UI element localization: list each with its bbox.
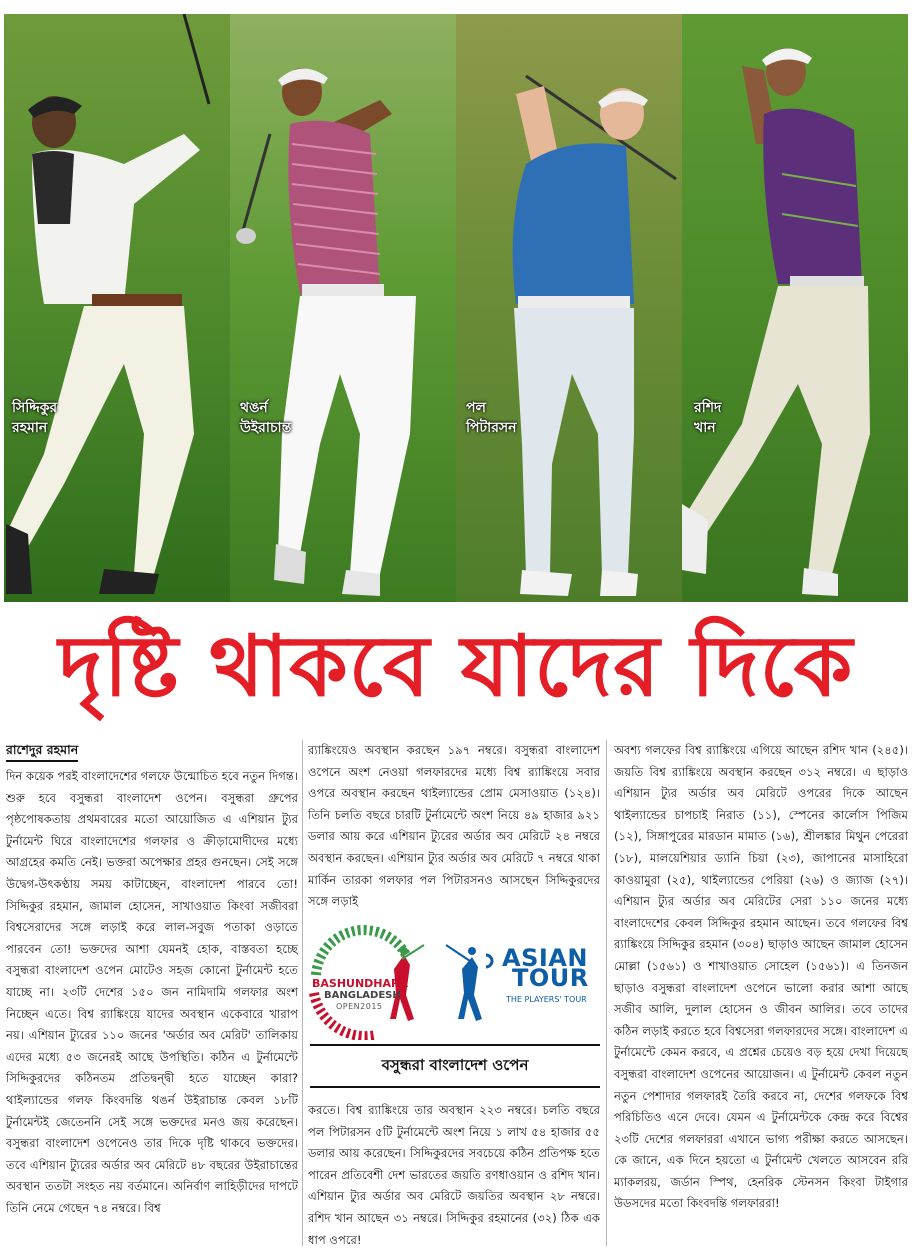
article-column-2-bottom [308,1100,600,1246]
logo-asian-tour-line2: TOUR [512,964,589,992]
photo-caption-1: সিদ্দিকুর রহমান [12,400,58,436]
sponsor-logos [306,915,602,1040]
logo-asian-tour-tagline: THE PLAYERS' TOUR [506,995,587,1004]
photo-caption-4: রশিদ খান [694,400,722,436]
column-1-text: দিন কয়েক পরই বাংলাদেশের গলফে উন্মোচিত হবে নতুন দিগন্ত। শুরু হবে বসুন্ধরা বাংলাদেশ ওপেন। বসুন্ধরা গ্রুপের পৃষ্ঠপোষকতায় প্রথমবারের মতো আয়োজিত এ এশিয়ান ট্যুর টুর্নামেন্ট ঘিরে বাংলাদেশের গলফার ও ক্রীড়ামোদীদের মধ্যে আগ্রহের কমতি নেই। ভক্তরা অপেক্ষার প্রহর গুনছেন। সেই সঙ্গে উদ্বেগ-উৎকণ্ঠায় সময় কাটাচ্ছেন, বাংলাদেশ পারবে তো! সিদ্দিকুর রহমান, জামাল হোসেন, সাখাওয়াত কিংবা সজীবরা বিশ্বসেরাদের সঙ্গে লড়াই করে লাল-সবুজ পতাকা ওড়াতে পারবেন তো! ভক্তদের আশা যেমনই হোক, বাস্তবতা হচ্ছে বসুন্ধরা বাংলাদেশ ওপেন মোটেও সহজ কোনো টুর্নামেন্ট হতে যাচ্ছে না। ২৩টি দেশের ১৫০ জন নামিদামি গলফার অংশ নিচ্ছেন এতে। বিশ্ব র‍্যাঙ্কিংয়ে যাদের অবস্থান একেবারে খারাপ নয়। এশিয়ান ট্যুরের ১১০ জনের 'অর্ডার অব মেরিট' তালিকায় এদের মধ্যে ৫৩ জনেরই আছে উপস্থিতি। কঠিন এ টুর্নামেন্টে সিদ্দিকুরদের কঠিনতম প্রতিদ্বন্দ্বী হতে যাচ্ছেন কারা? থাইল্যান্ডের গলফ কিংবদন্তি থঙর্ন উইরাচান্ত কেবল ১৮টি টুর্নামেন্টই জেতেননি সেই সঙ্গে ভক্তদের মনও জয় করেছেন। বসুন্ধরা বাংলাদেশ ওপেনেও তার দিকে দৃষ্টি থাকবে ভক্তদের। তবে এশিয়ান ট্যুরের অর্ডার অব মেরিটে ৪৮ বছরের উইরাচান্তের অবস্থান ততটা সংহত নয় বর্তমানে। অনির্বাণ লাহিড়ীদের দাপটে তিনি নেমে গেছেন ৭৪ নম্বরে। বিশ্ব [6,769,298,1215]
golfer-2-illustration [230,14,456,602]
logo-asian-tour-line1: ASIAN [502,944,588,972]
photo-caption-2: থঙর্ন উইরাচান্ত [240,400,292,436]
article-column-2 [308,740,600,910]
photo-golfer-4 [682,14,908,602]
photo-strip [4,14,908,602]
article-column-1 [6,740,298,1246]
tournament-title: বসুন্ধরা বাংলাদেশ ওপেন [310,1044,600,1088]
photo-golfer-1 [4,14,230,602]
golfer-4-illustration [682,14,908,602]
photo-caption-3: পল পিটারসন [466,400,517,436]
column-2-bottom-text: করতে। বিশ্ব র‍্যাঙ্কিংয়ে তার অবস্থান ২২৩ নম্বরে। চলতি বছরে পল পিটারসন ৫টি টুর্নামেন্টে অংশ নিয়ে ১ লাখ ৫৪ হাজার ৫৫ ডলার আয় করেছেন। সিদ্দিকুরদের সবচেয়ে কঠিন প্রতিপক্ষ হতে পারেন প্রতিবেশী দেশ ভারতের জয়তি রণধাওয়ান ও রশিদ খান। এশিয়ান ট্যুর অর্ডার অব মেরিটে জয়তির অবস্থান ২৮ নম্বরে। রশিদ খান আছেন ৩১ নম্বরে। সিদ্দিকুর রহমানের (৩২) ঠিক এক ধাপ ওপরে! [308,1103,600,1246]
headline: দৃষ্টি থাকবে যাদের দিকে [58,616,854,715]
column-2-text: র‍্যাঙ্কিংয়েও অবস্থান করছেন ১৯৭ নম্বরে। বসুন্ধরা বাংলাদেশ ওপেনে অংশ নেওয়া গলফারদের মধ্যে বিশ্ব র‍্যাঙ্কিংয়ে সবার ওপরে অবস্থান করছেন থাইল্যান্ডের প্রোম মেসাওয়াত (১২৪)। তিনি চলতি বছরে চারটি টুর্নামেন্টে অংশ নিয়ে ৪৯ হাজার ৯২১ ডলার আয় করে এশিয়ান ট্যুরের অর্ডার অব মেরিটে ২৪ নম্বরে অবস্থান করছেন। এশিয়ান ট্যুর অর্ডার অব মেরিটে ৭ নম্বরে থাকা মার্কিন তারকা গলফার পল পিটারসনও আসছেন সিদ্দিকুরদের সঙ্গে লড়াই [308,743,600,909]
photo-golfer-2 [230,14,456,602]
logo-bashundhara-line1: BASHUNDHARA [312,977,408,990]
asian-tour-emblem [446,945,492,1021]
column-divider-2 [606,740,607,1246]
column-divider-1 [302,740,303,1246]
golfer-1-illustration [4,14,230,602]
logo-bashundhara-line2: BANGLADESH [324,990,401,1001]
article-column-3 [614,740,908,1246]
golfer-3-illustration [456,14,682,602]
column-3-text: অবশ্য গলফের বিশ্ব র‍্যাঙ্কিংয়ে এগিয়ে আছেন রশিদ খান (২৪৫)। জয়তি বিশ্ব র‍্যাঙ্কিংয়ে অবস্থান করছেন ৩১২ নম্বরে। এ ছাড়াও এশিয়ান ট্যুর অর্ডার অব মেরিটে ওপরের দিকে আছেন থাইল্যান্ডের চাপচাই নিরাত (১১), স্পেনের কার্লোস পিজিম (১২), সিঙ্গাপুরের মারডান মামাত (১৬), শ্রীলঙ্কার মিথুন পেরেরা (১৮), মালয়েশিয়ার ড্যানি চিয়া (২৩), জাপানের মাসাহিরো কাওয়ামুরা (২৫), থাইল্যান্ডের পেরিয়া (২৬) ও জ্যাজ (২৭)। এশিয়ান ট্যুর অর্ডার অব মেরিটের সেরা ১১০ জনের মধ্যে বাংলাদেশের কেবল সিদ্দিকুর রহমান আছেন। তবে গলফের বিশ্ব র‍্যাঙ্কিংয়ে সিদ্দিকুর রহমান (৩০৪) ছাড়াও আছেন জামাল হোসেন মোল্লা (১৫৬১) ও শাখাওয়াত সোহেল (১৫৬১)। এ তিনজন ছাড়াও বসুন্ধরা বাংলাদেশ ওপেনে ভালো করার আশা আছে সজীব আলি, দুলাল হোসেন ও জীবন আলির। তবে তাদের কঠিন লড়াই করতে হবে বিশ্বসেরা গলফারদের সঙ্গে। বাংলাদেশ এ টুর্নামেন্টে কেমন করবে, এ প্রশ্নের চেয়েও বড় হয়ে দেখা দিয়েছে বসুন্ধরা বাংলাদেশ ওপেনের আয়োজন। এ টুর্নামেন্ট কেবল নতুন নতুন পেশাদার গলফারই তৈরি করবে না, দেশের গলফকে বিশ্ব পরিচিতিও এনে দেবে। যেমন এ টুর্নামেন্টকে কেন্দ্র করে বিশ্বের ২৩টি দেশের গলফাররা এখানে ভাগ্য পরীক্ষা করতে আসছেন। কে জানে, এক দিনে হয়তো এ টুর্নামেন্ট খেলতে আসবেন ররি ম্যাকলরয়, জর্ডান স্পিথ, হেনরিক স্টেনসন কিংবা টাইগার উডসদের মতো কিংবদন্তি গলফাররা! [614,743,908,1211]
photo-golfer-3 [456,14,682,602]
byline: রাশেদুর রহমান [6,740,78,762]
logo-bashundhara-line3: OPEN2015 [336,1002,383,1011]
